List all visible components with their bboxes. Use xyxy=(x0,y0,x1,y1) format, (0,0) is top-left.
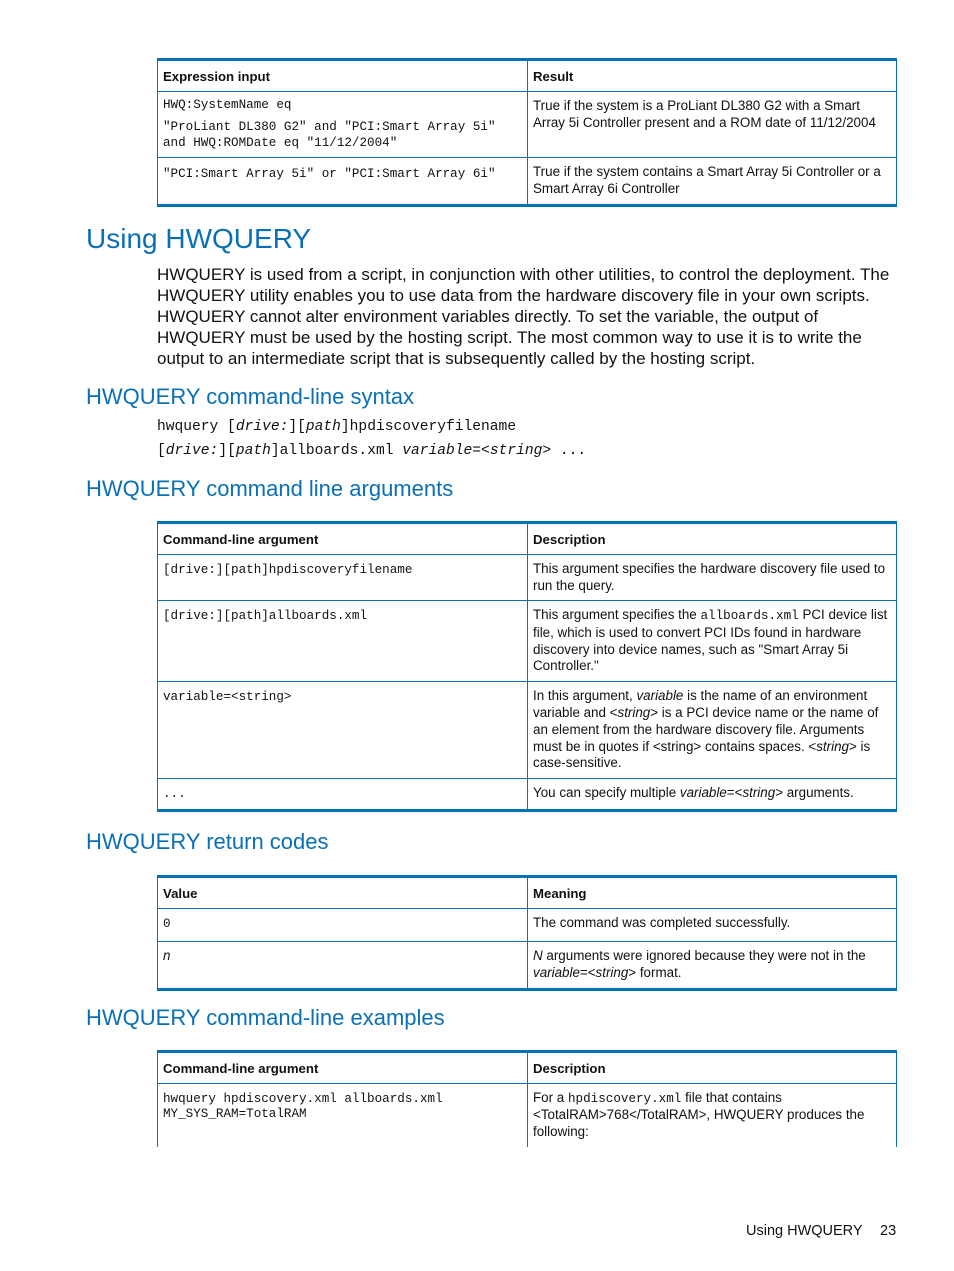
table-row xyxy=(158,158,897,206)
table-row xyxy=(158,779,897,811)
table-header: Meaning xyxy=(528,877,897,909)
examples-table xyxy=(157,1050,897,1147)
table-header: Value xyxy=(158,877,528,909)
argument-cell: ... xyxy=(158,779,528,811)
value-cell: 0 xyxy=(158,908,528,942)
page-number: 23 xyxy=(880,1223,897,1239)
syntax-line-2: [drive:][path]allboards.xml variable=<string> ... xyxy=(157,443,587,459)
expression-text: "PCI:Smart Array 5i" or "PCI:Smart Array 6i" xyxy=(163,167,496,182)
table-row xyxy=(158,942,897,990)
table-header: Expression input xyxy=(158,60,528,92)
footer-section: Using HWQUERY xyxy=(746,1223,863,1239)
meaning-cell: N arguments were ignored because they were not in the variable=<string> format. xyxy=(528,942,897,990)
description-cell: In this argument, variable is the name of an environment variable and <string> is a PCI device name or the name of an element from the hardware discovery file. Arguments must be in quotes if <string> contains spaces. <string> is case-sensitive. xyxy=(528,682,897,779)
table-row xyxy=(158,91,897,158)
description-cell: This argument specifies the allboards.xml PCI device list file, which is used to convert PCI IDs found in hardware discovery into device names, such as "Smart Array 5i Controller." xyxy=(528,601,897,682)
description-cell: For a hpdiscovery.xml file that contains <TotalRAM>768</TotalRAM>, HWQUERY produces the following: xyxy=(528,1083,897,1147)
table-header: Command-line argument xyxy=(158,1052,528,1084)
expression-text: HWQ:SystemName eq xyxy=(163,97,292,112)
argument-cell: [drive:][path]allboards.xml xyxy=(158,601,528,682)
syntax-heading: HWQUERY command-line syntax xyxy=(86,384,415,409)
meaning-cell: The command was completed successfully. xyxy=(528,908,897,942)
expression-cell xyxy=(158,158,528,206)
arguments-heading: HWQUERY command line arguments xyxy=(86,476,454,501)
arguments-table xyxy=(157,521,897,812)
table-row xyxy=(158,908,897,942)
value-cell: n xyxy=(158,942,528,990)
expression-cell xyxy=(158,91,528,158)
table-row xyxy=(158,682,897,779)
result-cell: True if the system is a ProLiant DL380 G2 with a Smart Array 5i Controller present and a ROM date of 11/12/2004 xyxy=(528,91,897,158)
table-header: Description xyxy=(528,1052,897,1084)
intro-paragraph: HWQUERY is used from a script, in conjunction with other utilities, to control the deployment. The HWQUERY utility enables you to use data from the hardware discovery file in your own scripts. HWQUERY cannot alter environment variables directly. To set the variable, the output of HWQUERY must be used by the hosting script. The most common way to use it is to write the output to an intermediate script that is subsequently called by the hosting script. xyxy=(157,265,890,368)
argument-cell: hwquery hpdiscovery.xml allboards.xml MY_SYS_RAM=TotalRAM xyxy=(158,1083,528,1147)
table-header: Description xyxy=(528,523,897,555)
examples-heading: HWQUERY command-line examples xyxy=(86,1005,445,1030)
description-cell: You can specify multiple variable=<string> arguments. xyxy=(528,779,897,811)
return-codes-table xyxy=(157,875,897,991)
section-title: Using HWQUERY xyxy=(86,223,312,254)
argument-cell: [drive:][path]hpdiscoveryfilename xyxy=(158,554,528,601)
description-cell: This argument specifies the hardware discovery file used to run the query. xyxy=(528,554,897,601)
return-codes-heading: HWQUERY return codes xyxy=(86,829,329,854)
syntax-line-1: hwquery [drive:][path]hpdiscoveryfilename xyxy=(157,419,517,435)
table-header: Command-line argument xyxy=(158,523,528,555)
expression-text: "ProLiant DL380 G2" and "PCI:Smart Array 5i" and HWQ:ROMDate eq "11/12/2004" xyxy=(163,120,496,150)
table-row xyxy=(158,1083,897,1147)
expression-table xyxy=(157,58,897,207)
result-cell: True if the system contains a Smart Array 5i Controller or a Smart Array 6i Controller xyxy=(528,158,897,206)
table-row xyxy=(158,601,897,682)
table-header: Result xyxy=(528,60,897,92)
argument-cell: variable=<string> xyxy=(158,682,528,779)
table-row xyxy=(158,554,897,601)
